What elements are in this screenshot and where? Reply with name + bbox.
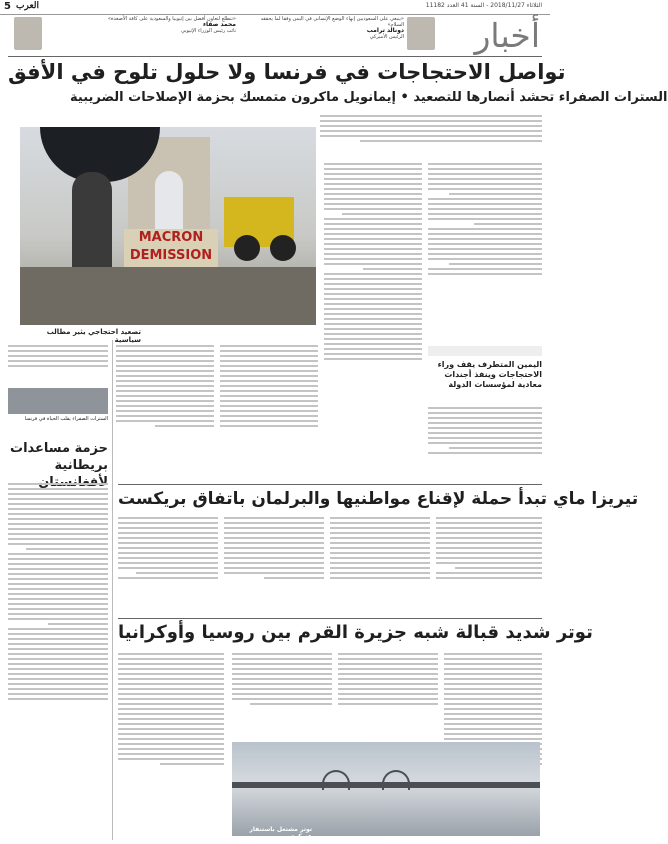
right-column-text bbox=[428, 160, 542, 344]
teaser-role: الرئيس الأميركي bbox=[369, 34, 404, 40]
side-photo-caption: السترات الصفراء يقلب الحياة في فرنسا bbox=[24, 416, 108, 422]
teaser-name: محمد صفاء bbox=[202, 21, 236, 28]
column-3-text bbox=[220, 342, 318, 482]
story3-col-1 bbox=[118, 650, 224, 838]
protest-banner: MACRON DEMISSION bbox=[124, 229, 218, 269]
bridge-arch bbox=[322, 770, 350, 790]
trump-portrait bbox=[407, 17, 435, 50]
story3-headline: توتر شديد قبالة شبه جزيرة القرم بين روسيا وأوكرانيا bbox=[118, 622, 593, 643]
story3-col-2 bbox=[232, 650, 332, 738]
story3-rule bbox=[118, 618, 542, 619]
column-divider bbox=[112, 340, 113, 840]
crowd bbox=[20, 267, 316, 325]
side-headline: حزمة مساعدات بريطانية bbox=[10, 441, 108, 473]
middle-column-text bbox=[324, 160, 422, 482]
teaser-text: «نتطلع لتعاون أفضل بين إثيوبيا والسعودية على كافة الأصعدة» bbox=[107, 16, 236, 22]
main-subhead: السترات الصفراء تحشد أنصارها للتصعيد • إيمانويل ماكرون متمسك بحزمة الإصلاحات الضريبية bbox=[70, 90, 668, 105]
issue-date: الثلاثاء 2018/11/27 - السنة 41 العدد 11182 bbox=[425, 2, 542, 9]
header-rule bbox=[8, 56, 542, 57]
story2-col-3 bbox=[330, 514, 430, 616]
column-4-text bbox=[116, 342, 214, 482]
story2-col-4 bbox=[436, 514, 542, 616]
teaser-trump bbox=[246, 16, 404, 56]
bridge-photo-caption: توتر مشتعل باستنفار عسكري bbox=[249, 826, 312, 840]
story2-col-1 bbox=[118, 514, 218, 616]
pull-quote: اليمين المتطرف يقف وراء الاحتجاجات وينفذ أجندات معادية لمؤسسات الدولة bbox=[437, 360, 542, 389]
teaser-role: نائب رئيس الوزراء الإثيوبي bbox=[180, 28, 236, 34]
intro-text bbox=[320, 112, 542, 158]
truck-wheel bbox=[270, 235, 296, 261]
newspaper-logo: العرب bbox=[16, 1, 40, 11]
story2-col-2 bbox=[224, 514, 324, 616]
side-story-text bbox=[8, 480, 108, 836]
teaser-name: دونالد ترامب bbox=[366, 27, 404, 34]
page-number: 5 bbox=[4, 1, 11, 12]
right-column-text-2 bbox=[428, 404, 542, 482]
story2-headline: تيريزا ماي تبدأ حملة لإقناع مواطنيها والبرلمان باتفاق بريكست bbox=[118, 489, 639, 509]
minister-portrait bbox=[14, 17, 42, 50]
top-bar bbox=[0, 0, 550, 15]
protest-photo bbox=[20, 127, 316, 325]
teaser-minister bbox=[46, 16, 236, 56]
quote-portrait-strip bbox=[428, 346, 542, 356]
side-photo bbox=[8, 388, 108, 414]
bridge-arch bbox=[382, 770, 410, 790]
section-title: أخبار bbox=[474, 16, 540, 55]
photo-caption: تصعيد احتجاجي يثير مطالب سياسية bbox=[46, 328, 141, 344]
main-headline: تواصل الاحتجاجات في فرنسا ولا حلول تلوح في الأفق bbox=[8, 60, 566, 84]
left-column-text bbox=[8, 342, 108, 386]
teaser-text: «ينبغي على السعوديين إنهاء الوضع الإنساني في اليمن وفقا لما يحققه السلام» bbox=[260, 16, 404, 28]
bridge-photo bbox=[232, 742, 540, 840]
story2-rule bbox=[118, 484, 542, 485]
truck-wheel bbox=[234, 235, 260, 261]
story3-col-3 bbox=[338, 650, 438, 738]
